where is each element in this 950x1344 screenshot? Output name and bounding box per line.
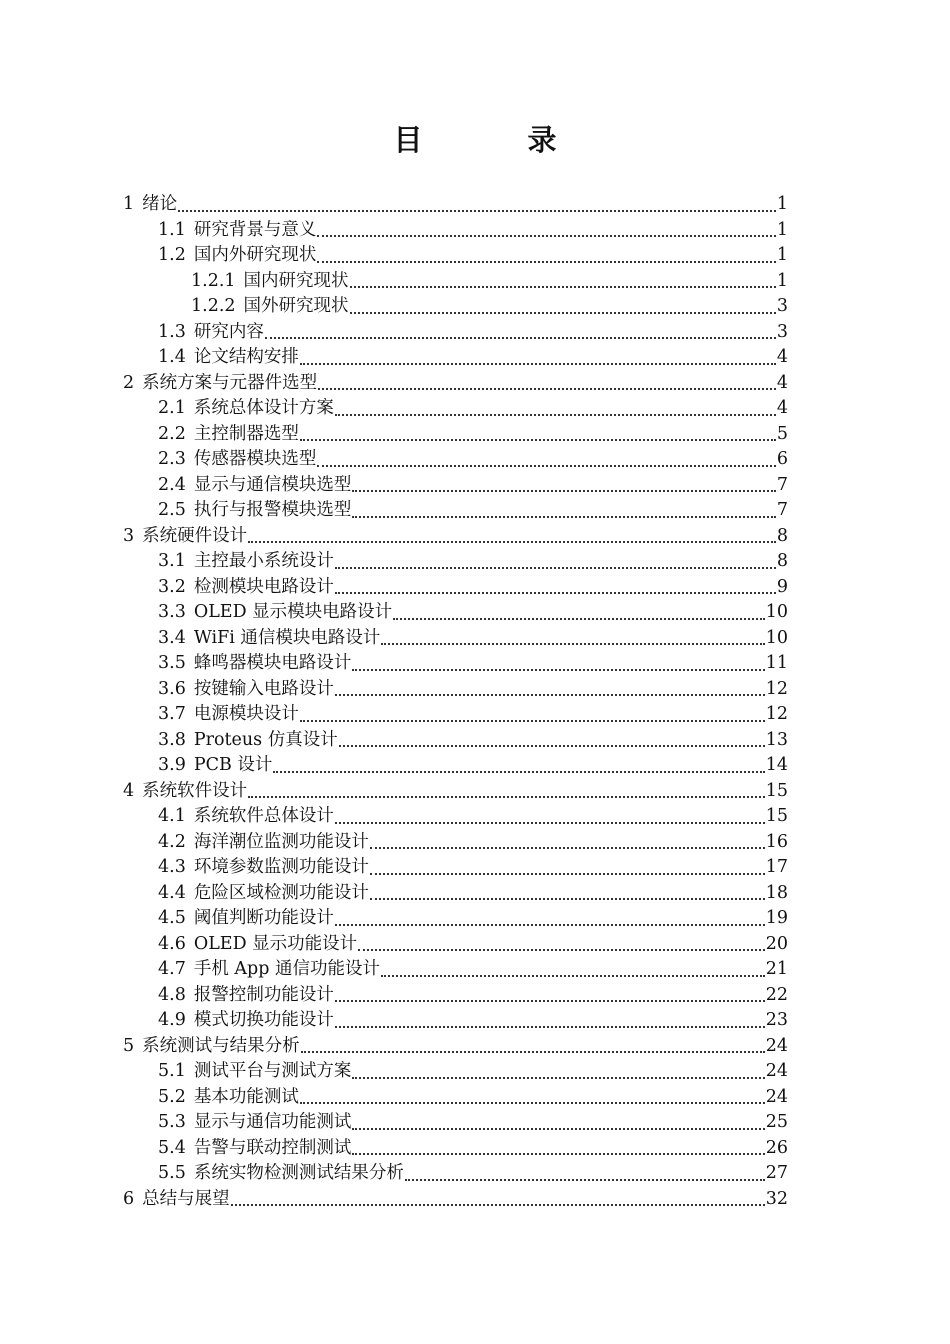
toc-entry-number: 3.4	[158, 627, 186, 648]
toc-entry-label	[158, 498, 351, 524]
toc-dot-leader	[317, 371, 777, 397]
toc-entry-number: 2	[123, 372, 135, 393]
toc-dot-leader	[369, 881, 766, 907]
toc-entry-page-number: 12	[765, 704, 788, 724]
toc-entry-label	[158, 1110, 351, 1136]
toc-entry-title: 绪论	[142, 194, 178, 214]
toc-entry-page-number: 1	[776, 270, 788, 291]
toc-entry-label	[123, 779, 247, 805]
toc-entry-number: 3.9	[158, 755, 186, 775]
toc-entry-page-number: 4	[776, 398, 788, 418]
toc-dot-leader	[351, 473, 777, 499]
toc-entry-title: 告警与联动控制测试	[193, 1137, 352, 1158]
toc-dot-leader	[334, 396, 777, 422]
toc-entry-label	[123, 524, 247, 550]
toc-dot-leader	[316, 447, 777, 473]
toc-entry-number: 1.2.1	[191, 270, 236, 291]
toc-entry-number: 3.1	[158, 551, 186, 571]
toc-entry[interactable]	[123, 320, 788, 346]
toc-entry[interactable]	[123, 600, 788, 626]
toc-entry-page-number: 7	[776, 500, 788, 520]
toc-entry-title: 环境参数监测功能设计	[193, 857, 369, 877]
toc-entry-page-number: 3	[776, 296, 788, 316]
toc-entry-page-number: 12	[765, 678, 788, 699]
toc-entry-page-number: 4	[776, 347, 788, 367]
toc-dot-leader	[351, 498, 777, 524]
toc-entry[interactable]	[123, 753, 788, 779]
toc-entry-title: 主控最小系统设计	[193, 551, 334, 571]
toc-dot-leader	[299, 702, 766, 728]
toc-entry-label	[158, 855, 369, 881]
toc-entry-number: 4.6	[158, 933, 186, 954]
toc-entry-page-number: 10	[765, 602, 788, 622]
toc-entry-title: 论文结构安排	[193, 347, 299, 367]
toc-entry[interactable]	[123, 192, 788, 218]
toc-dot-leader	[334, 677, 766, 703]
toc-entry-label	[158, 651, 351, 677]
toc-entry-page-number: 24	[765, 1035, 788, 1056]
toc-entry-number: 3.8	[158, 729, 186, 750]
toc-entry-title: 检测模块电路设计	[193, 576, 334, 597]
toc-entry[interactable]	[123, 473, 788, 499]
toc-entry-number: 4.7	[158, 959, 186, 979]
toc-entry[interactable]	[123, 498, 788, 524]
toc-entry-number: 3.6	[158, 678, 186, 699]
toc-entry-page-number: 14	[765, 755, 788, 775]
toc-entry-label	[158, 575, 334, 601]
toc-entry-number: 2.2	[158, 423, 186, 444]
toc-entry-number: 5.3	[158, 1112, 186, 1132]
toc-dot-leader	[316, 243, 777, 269]
toc-entry[interactable]	[123, 728, 788, 754]
toc-entry[interactable]	[123, 830, 788, 856]
toc-dot-leader	[351, 1110, 765, 1136]
toc-entry-title: 系统软件总体设计	[193, 806, 334, 826]
toc-entry-title: 系统方案与元器件选型	[142, 372, 318, 393]
toc-dot-leader	[272, 753, 765, 779]
toc-entry-title: OLED 显示模块电路设计	[193, 602, 393, 622]
toc-entry[interactable]	[123, 396, 788, 422]
toc-entry[interactable]	[123, 294, 788, 320]
toc-entry-label	[158, 906, 334, 932]
toc-entry-label	[158, 396, 334, 422]
toc-entry-page-number: 25	[765, 1112, 788, 1132]
toc-entry-page-number: 15	[765, 806, 788, 826]
toc-entry-number: 2.3	[158, 449, 186, 469]
toc-dot-leader	[392, 600, 766, 626]
toc-entry-title: 系统硬件设计	[142, 525, 248, 546]
toc-entry-page-number: 8	[776, 525, 788, 546]
toc-entry-title: 基本功能测试	[193, 1086, 299, 1107]
toc-entry-title: PCB 设计	[193, 755, 273, 775]
toc-entry-page-number: 24	[765, 1086, 788, 1107]
toc-entry[interactable]	[123, 651, 788, 677]
toc-entry-label	[158, 728, 338, 754]
toc-entry-label	[158, 957, 380, 983]
toc-entry-title: 主控制器选型	[193, 423, 299, 444]
toc-entry-title: 显示与通信功能测试	[193, 1112, 352, 1132]
toc-dot-leader	[357, 932, 766, 958]
toc-dot-leader	[247, 524, 777, 550]
toc-entry-number: 5.5	[158, 1163, 186, 1183]
toc-dot-leader	[299, 422, 777, 448]
toc-entry[interactable]	[123, 243, 788, 269]
toc-entry-title: 传感器模块选型	[193, 449, 317, 469]
toc-entry-title: 系统实物检测测试结果分析	[193, 1163, 404, 1183]
toc-entry-number: 1.3	[158, 321, 186, 342]
toc-dot-leader	[380, 626, 765, 652]
toc-dot-leader	[334, 804, 766, 830]
toc-entry[interactable]	[123, 626, 788, 652]
toc-dot-leader	[299, 345, 777, 371]
toc-entry[interactable]	[123, 906, 788, 932]
toc-entry-number: 5.2	[158, 1086, 186, 1107]
toc-entry-title: 阈值判断功能设计	[193, 908, 334, 928]
toc-entry[interactable]	[123, 983, 788, 1009]
toc-entry-page-number: 1	[776, 194, 788, 214]
toc-entry-number: 5.4	[158, 1137, 186, 1158]
toc-entry-page-number: 9	[776, 576, 788, 597]
toc-entry-label	[158, 1085, 299, 1111]
toc-dot-leader	[299, 1085, 766, 1111]
toc-entry[interactable]	[123, 549, 788, 575]
toc-entry-page-number: 6	[776, 449, 788, 469]
toc-dot-leader	[334, 549, 777, 575]
toc-entry-number: 4.1	[158, 806, 186, 826]
toc-entry[interactable]	[123, 1110, 788, 1136]
toc-entry-number: 6	[123, 1188, 135, 1209]
toc-dot-leader	[349, 269, 777, 295]
toc-dot-leader	[351, 1136, 765, 1162]
toc-entry-title: 报警控制功能设计	[193, 984, 334, 1005]
toc-entry-page-number: 3	[776, 321, 788, 342]
toc-entry-page-number: 21	[765, 959, 788, 979]
toc-entry-label	[123, 1034, 300, 1060]
toc-entry-number: 4.5	[158, 908, 186, 928]
toc-entry-title: 研究背景与意义	[193, 219, 317, 240]
toc-dot-leader	[338, 728, 766, 754]
toc-entry-page-number: 24	[765, 1061, 788, 1081]
toc-dot-leader	[351, 651, 765, 677]
toc-entry-label	[123, 1187, 230, 1213]
toc-entry-label	[158, 1136, 351, 1162]
toc-dot-leader	[247, 779, 766, 805]
toc-entry[interactable]	[123, 218, 788, 244]
toc-entry-title: 蜂鸣器模块电路设计	[193, 653, 352, 673]
toc-entry[interactable]	[123, 1161, 788, 1187]
toc-dot-leader	[334, 575, 777, 601]
toc-entry[interactable]	[123, 1136, 788, 1162]
toc-entry-title: 手机 App 通信功能设计	[193, 959, 381, 979]
toc-entry-title: 测试平台与测试方案	[193, 1061, 352, 1081]
toc-entry[interactable]	[123, 804, 788, 830]
toc-entry-number: 3.5	[158, 653, 186, 673]
toc-entry-page-number: 26	[765, 1137, 788, 1158]
toc-entry-page-number: 19	[765, 908, 788, 928]
toc-entry-label	[158, 345, 299, 371]
toc-entry[interactable]	[123, 269, 788, 295]
toc-entry-label	[158, 702, 299, 728]
toc-entry[interactable]	[123, 371, 788, 397]
toc-entry-number: 1.4	[158, 347, 186, 367]
toc-entry-label	[158, 1161, 404, 1187]
toc-entry-label	[158, 830, 369, 856]
toc-entry-title: OLED 显示功能设计	[193, 933, 358, 954]
toc-entry-number: 1.1	[158, 219, 186, 240]
toc-dot-leader	[230, 1187, 766, 1213]
toc-entry-label	[191, 269, 349, 295]
toc-entry-page-number: 10	[765, 627, 788, 648]
toc-entry-label	[158, 753, 272, 779]
toc-entry-title: 研究内容	[193, 321, 264, 342]
toc-entry-label	[158, 218, 316, 244]
toc-dot-leader	[334, 983, 766, 1009]
toc-entry-number: 5.1	[158, 1061, 186, 1081]
toc-entry-page-number: 8	[776, 551, 788, 571]
toc-entry-title: 系统软件设计	[142, 780, 248, 801]
toc-entry-number: 4.8	[158, 984, 186, 1005]
toc-entry-page-number: 32	[765, 1188, 788, 1209]
toc-entry-label	[158, 983, 334, 1009]
toc-entry-page-number: 4	[776, 372, 788, 393]
toc-entry-label	[158, 320, 264, 346]
toc-entry-number: 5	[123, 1035, 135, 1056]
toc-entry[interactable]	[123, 855, 788, 881]
toc-entry-page-number: 1	[776, 245, 788, 265]
toc-dot-leader	[404, 1161, 766, 1187]
toc-entry-title: 系统总体设计方案	[193, 398, 334, 418]
toc-entry-title: 模式切换功能设计	[193, 1010, 334, 1030]
toc-entry[interactable]	[123, 1008, 788, 1034]
toc-entry-number: 3.3	[158, 602, 186, 622]
toc-dot-leader	[349, 294, 777, 320]
toc-entry[interactable]	[123, 932, 788, 958]
toc-entry-number: 2.5	[158, 500, 186, 520]
toc-entry[interactable]	[123, 575, 788, 601]
toc-entry-page-number: 15	[765, 780, 788, 801]
toc-entry-number: 1.2	[158, 245, 186, 265]
toc-entry-label	[158, 422, 299, 448]
toc-entry[interactable]	[123, 957, 788, 983]
toc-entry-page-number: 17	[765, 857, 788, 877]
toc-entry-label	[158, 804, 334, 830]
toc-entry-page-number: 5	[776, 423, 788, 444]
toc-entry-title: 总结与展望	[142, 1188, 230, 1209]
toc-entry-page-number: 11	[765, 653, 788, 673]
toc-dot-leader	[334, 906, 766, 932]
toc-entry-title: 按键输入电路设计	[193, 678, 334, 699]
toc-entry-label	[158, 1008, 334, 1034]
toc-entry-title: 海洋潮位监测功能设计	[193, 831, 369, 852]
toc-entry[interactable]	[123, 779, 788, 805]
toc-entry-label	[158, 1059, 351, 1085]
toc-entry[interactable]	[123, 1085, 788, 1111]
toc-entry-page-number: 27	[765, 1163, 788, 1183]
toc-entry[interactable]	[123, 524, 788, 550]
toc-entry-label	[158, 881, 369, 907]
toc-entry[interactable]	[123, 702, 788, 728]
toc-entry-title: 国外研究现状	[243, 296, 349, 316]
toc-entry-number: 4.9	[158, 1010, 186, 1030]
toc-entry-number: 1	[123, 194, 135, 214]
toc-entry-number: 1.2.2	[191, 296, 236, 316]
toc-entry-page-number: 18	[765, 882, 788, 903]
toc-entry-label	[158, 677, 334, 703]
toc-dot-leader	[300, 1034, 766, 1060]
toc-entry-page-number: 16	[765, 831, 788, 852]
toc-dot-leader	[380, 957, 766, 983]
toc-entry-page-number: 20	[765, 933, 788, 954]
toc-entry-number: 4.2	[158, 831, 186, 852]
toc-entry-number: 3.7	[158, 704, 186, 724]
toc-entry-label	[158, 626, 380, 652]
toc-entry-label	[158, 473, 351, 499]
toc-entry-title: 国内外研究现状	[193, 245, 317, 265]
toc-entry-page-number: 23	[765, 1010, 788, 1030]
toc-entry-page-number: 13	[765, 729, 788, 750]
toc-entry-label	[158, 549, 334, 575]
toc-entry[interactable]	[123, 1059, 788, 1085]
toc-entry-title: 国内研究现状	[243, 270, 349, 291]
toc-entry-number: 2.4	[158, 474, 186, 495]
toc-entry-page-number: 7	[776, 474, 788, 495]
toc-dot-leader	[369, 830, 766, 856]
table-of-contents	[123, 192, 788, 1212]
toc-entry-title: WiFi 通信模块电路设计	[193, 627, 381, 648]
toc-entry-number: 4.3	[158, 857, 186, 877]
toc-entry-title: 系统测试与结果分析	[142, 1035, 300, 1056]
toc-dot-leader	[369, 855, 766, 881]
toc-entry-number: 2.1	[158, 398, 186, 418]
toc-entry-number: 4.4	[158, 882, 186, 903]
toc-entry[interactable]	[123, 345, 788, 371]
toc-entry-title: 危险区域检测功能设计	[193, 882, 369, 903]
toc-entry-label	[158, 243, 316, 269]
toc-title: 目 录	[393, 123, 595, 157]
toc-entry-label	[158, 600, 392, 626]
toc-dot-leader	[264, 320, 777, 346]
toc-entry-label	[123, 371, 317, 397]
toc-dot-leader	[316, 218, 777, 244]
toc-entry-title: Proteus 仿真设计	[193, 729, 338, 750]
toc-entry[interactable]	[123, 881, 788, 907]
toc-dot-leader	[351, 1059, 765, 1085]
toc-entry-number: 3.2	[158, 576, 186, 597]
toc-entry-page-number: 1	[776, 219, 788, 240]
toc-entry-title: 执行与报警模块选型	[193, 500, 352, 520]
toc-entry[interactable]	[123, 677, 788, 703]
toc-entry-label	[158, 447, 316, 473]
toc-dot-leader	[177, 192, 777, 218]
toc-entry-number: 4	[123, 780, 135, 801]
toc-entry[interactable]	[123, 1187, 788, 1213]
toc-dot-leader	[334, 1008, 766, 1034]
toc-entry[interactable]	[123, 447, 788, 473]
toc-entry-page-number: 22	[765, 984, 788, 1005]
toc-entry-label	[158, 932, 357, 958]
toc-entry-title: 显示与通信模块选型	[193, 474, 352, 495]
toc-entry-label	[191, 294, 349, 320]
toc-entry[interactable]	[123, 422, 788, 448]
toc-entry-label	[123, 192, 177, 218]
toc-entry-number: 3	[123, 525, 135, 546]
toc-entry-title: 电源模块设计	[193, 704, 299, 724]
toc-entry[interactable]	[123, 1034, 788, 1060]
